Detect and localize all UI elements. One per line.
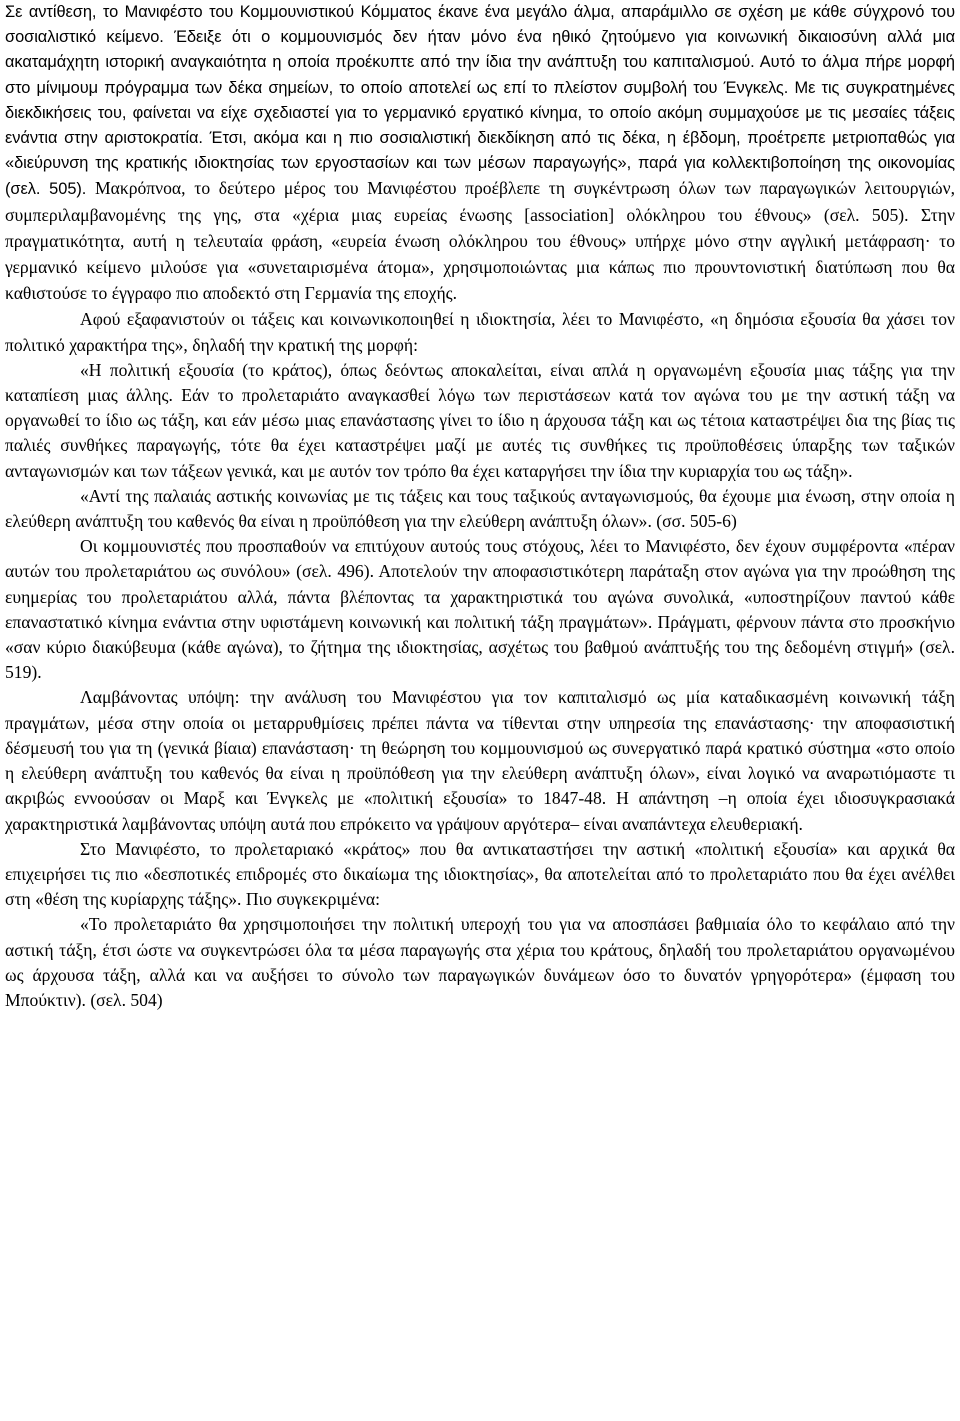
- paragraph-3: Οι κομμουνιστές που προσπαθούν να επιτύχουν αυτούς τους στόχους, λέει το Μανιφέστο, δεν έχουν συμφέροντα «πέραν αυτών του προλεταριάτου ως συνόλου» (σελ. 496). Αποτελούν την αποφασιστικότερη παράταξη στον αγώνα για την προώθηση της ευημερίας του προλεταριάτου αλλά, πάντα βλέποντας τα χαρακτηριστικά του αγώνα συνολικά, «υποστηρίζουν παντού κάθε επαναστατικό κίνημα ενάντια στην υφιστάμενη κοινωνική και πολιτική τάξη πραγμάτων». Πράγματι, φέρνουν πάντα στο προσκήνιο «σαν κύριο διακύβευμα (κάθε αγώνα), το ζήτημα της ιδιοκτησίας, ασχέτως του βαθμού ανάπτυξής του της δεδομένη στιγμή» (σελ. 519).: [5, 536, 955, 683]
- paragraph-2: Αφού εξαφανιστούν οι τάξεις και κοινωνικοποιηθεί η ιδιοκτησία, λέει το Μανιφέστο, «η δημόσια εξουσία θα χάσει τον πολιτικό χαρακτήρα της», δηλαδή την κρατική της μορφή:: [5, 309, 955, 355]
- paragraph-1: [5, 0, 955, 307]
- paragraph-5: Στο Μανιφέστο, το προλεταριακό «κράτος» που θα αντικαταστήσει την αστική «πολιτική εξουσία» και αρχικά θα επιχειρήσει τις πιο «δεσποτικές επιδρομές στο δικαίωμα της ιδιοκτησίας», θα αποτελείται από το προλεταριάτο που θα έχει ανέλθει στη «θέση της κυρίαρχης τάξης». Πιο συγκεκριμένα:: [5, 838, 955, 910]
- paragraph-1-segment-2: Μακρόπνοα, το δεύτερο μέρος του Μανιφέστου προέβλεπε τη συγκέντρωση όλων των παραγωγικών λειτουργιών, συμπεριλαμβανομένης της γης, στα «χέρια μιας ευρείας ένωσης [association] ολόκληρου του έθνους» (σελ. 505). Στην πραγματικότητα, αυτή η τελευταία φράση, «ευρεία ένωση ολόκληρου του έθνους» υπήρχε μόνο στην αγγλική μετάφραση· το γερμανικό κείμενο μιλούσε για «συνεταιρισμένα άτομα», χρησιμοποιώντας μια κάπως πιο προυντονιστική διατύπωση που θα καθιστούσε το έγγραφο πιο αποδεκτό στη Γερμανία της εποχής.: [5, 178, 955, 304]
- quote-paragraph-1: «Η πολιτική εξουσία (το κράτος), όπως δεόντως αποκαλείται, είναι απλά η οργανωμένη εξουσία μιας τάξης για την καταπίεση μιας άλλης. Εάν το προλεταριάτο αναγκασθεί λόγω των περιστάσεων κατά τον αγώνα του με την αστική τάξη να οργανωθεί το ίδιο ως τάξη, και εάν μέσω μιας επανάστασης γίνει το ίδιο η άρχουσα τάξη και ως τέτοια καταστρέψει δια της βίας τις παλιές συνθήκες παραγωγής, τότε θα έχει καταστρέψει μαζί με αυτές τις συνθήκες τις προϋποθέσεις ύπαρξης των ταξικών ανταγωνισμών και των τάξεων γενικά, και με αυτόν τον τρόπο θα έχει καταργήσει την ίδια την κυριαρχία του ως τάξη».: [5, 359, 955, 481]
- quote-paragraph-2: «Αντί της παλαιάς αστικής κοινωνίας με τις τάξεις και τους ταξικούς ανταγωνισμούς, θα έχουμε μια ένωση, στην οποία η ελεύθερη ανάπτυξη του καθενός θα είναι η προϋπόθεση για την ελεύθερη ανάπτυξη όλων». (σσ. 505-6): [5, 485, 955, 532]
- paragraph-1-segment-1: Σε αντίθεση, το Μανιφέστο του Κομμουνιστικού Κόμματος έκανε ένα μεγάλο άλμα, απαράμιλλο σε σχέση με κάθε σύγχρονό του σοσιαλιστικό κείμενο. Έδειξε ότι ο κομμουνισμός δεν ήταν μόνο ένα ηθικό ζητούμενο για κοινωνική δικαιοσύνη αλλά μια ακαταμάχητη ιστορική αναγκαιότητα η οποία προέκυπτε από την ίδια την ανάπτυξη του καπιταλισμού. Αυτό το άλμα πήρε μορφή στο μίνιμουμ πρόγραμμα των δέκα σημείων, το οποίο αποτελεί ως επί το πλείστον συμβολή του Ένγκελς. Με τις συγκρατημένες διεκδικήσεις του, φαίνεται να είχε σχεδιαστεί για το γερμανικό εργατικό κίνημα, το οποίο ακόμη συμμαχούσε με τις μεσαίες τάξεις ενάντια στην αριστοκρατία. Έτσι, ακόμα και η πιο σοσιαλιστική διεκδίκηση από τις δέκα, η έβδομη, προέτρεπε μετριοπαθώς για «διεύρυνση της κρατικής ιδιοκτησίας των εργοστασίων και των μέσων παραγωγής», παρά για κολλεκτιβοποίηση της οικονομίας (σελ. 505).: [5, 3, 955, 199]
- paragraph-4: Λαμβάνοντας υπόψη: την ανάλυση του Μανιφέστου για τον καπιταλισμό ως μία καταδικασμένη κοινωνική τάξη πραγμάτων, μέσα στην οποία οι μεταρρυθμίσεις πρέπει πάντα να τίθενται στην υπηρεσία της επανάστασης· την αποφασιστική δέσμευσή του για τη (γενικά βίαια) επανάσταση· τη θεώρηση του κομμουνισμού ως συνεργατικό παρά κρατικό σύστημα «στο οποίο η ελεύθερη ανάπτυξη του καθενός θα είναι η προϋπόθεση για την ελεύθερη ανάπτυξη όλων», είναι λογικό να αναρωτιόμαστε τι ακριβώς εννοούσαν οι Μαρξ και Ένγκελς με «πολιτική εξουσία» το 1847-48. Η απάντηση –η οποία έχει ιδιοσυγκρασιακά χαρακτηριστικά λαμβάνοντας υπόψη αυτά που επρόκειτο να γράψουν αργότερα– είναι αναπάντεχα ελευθεριακή.: [5, 687, 955, 834]
- quote-paragraph-3: «Το προλεταριάτο θα χρησιμοποιήσει την πολιτική υπεροχή του για να αποσπάσει βαθμιαία όλο το κεφάλαιο από την αστική τάξη, έτσι ώστε να συγκεντρώσει όλα τα μέσα παραγωγής στα χέρια του κράτους, δηλαδή του προλεταριάτου οργανωμένου ως άρχουσα τάξη, αλλά και να αυξήσει το σύνολο των παραγωγικών δυνάμεων όσο το δυνατόν γρηγορότερα» (έμφαση του Μπούκτιν). (σελ. 504): [5, 914, 955, 1010]
